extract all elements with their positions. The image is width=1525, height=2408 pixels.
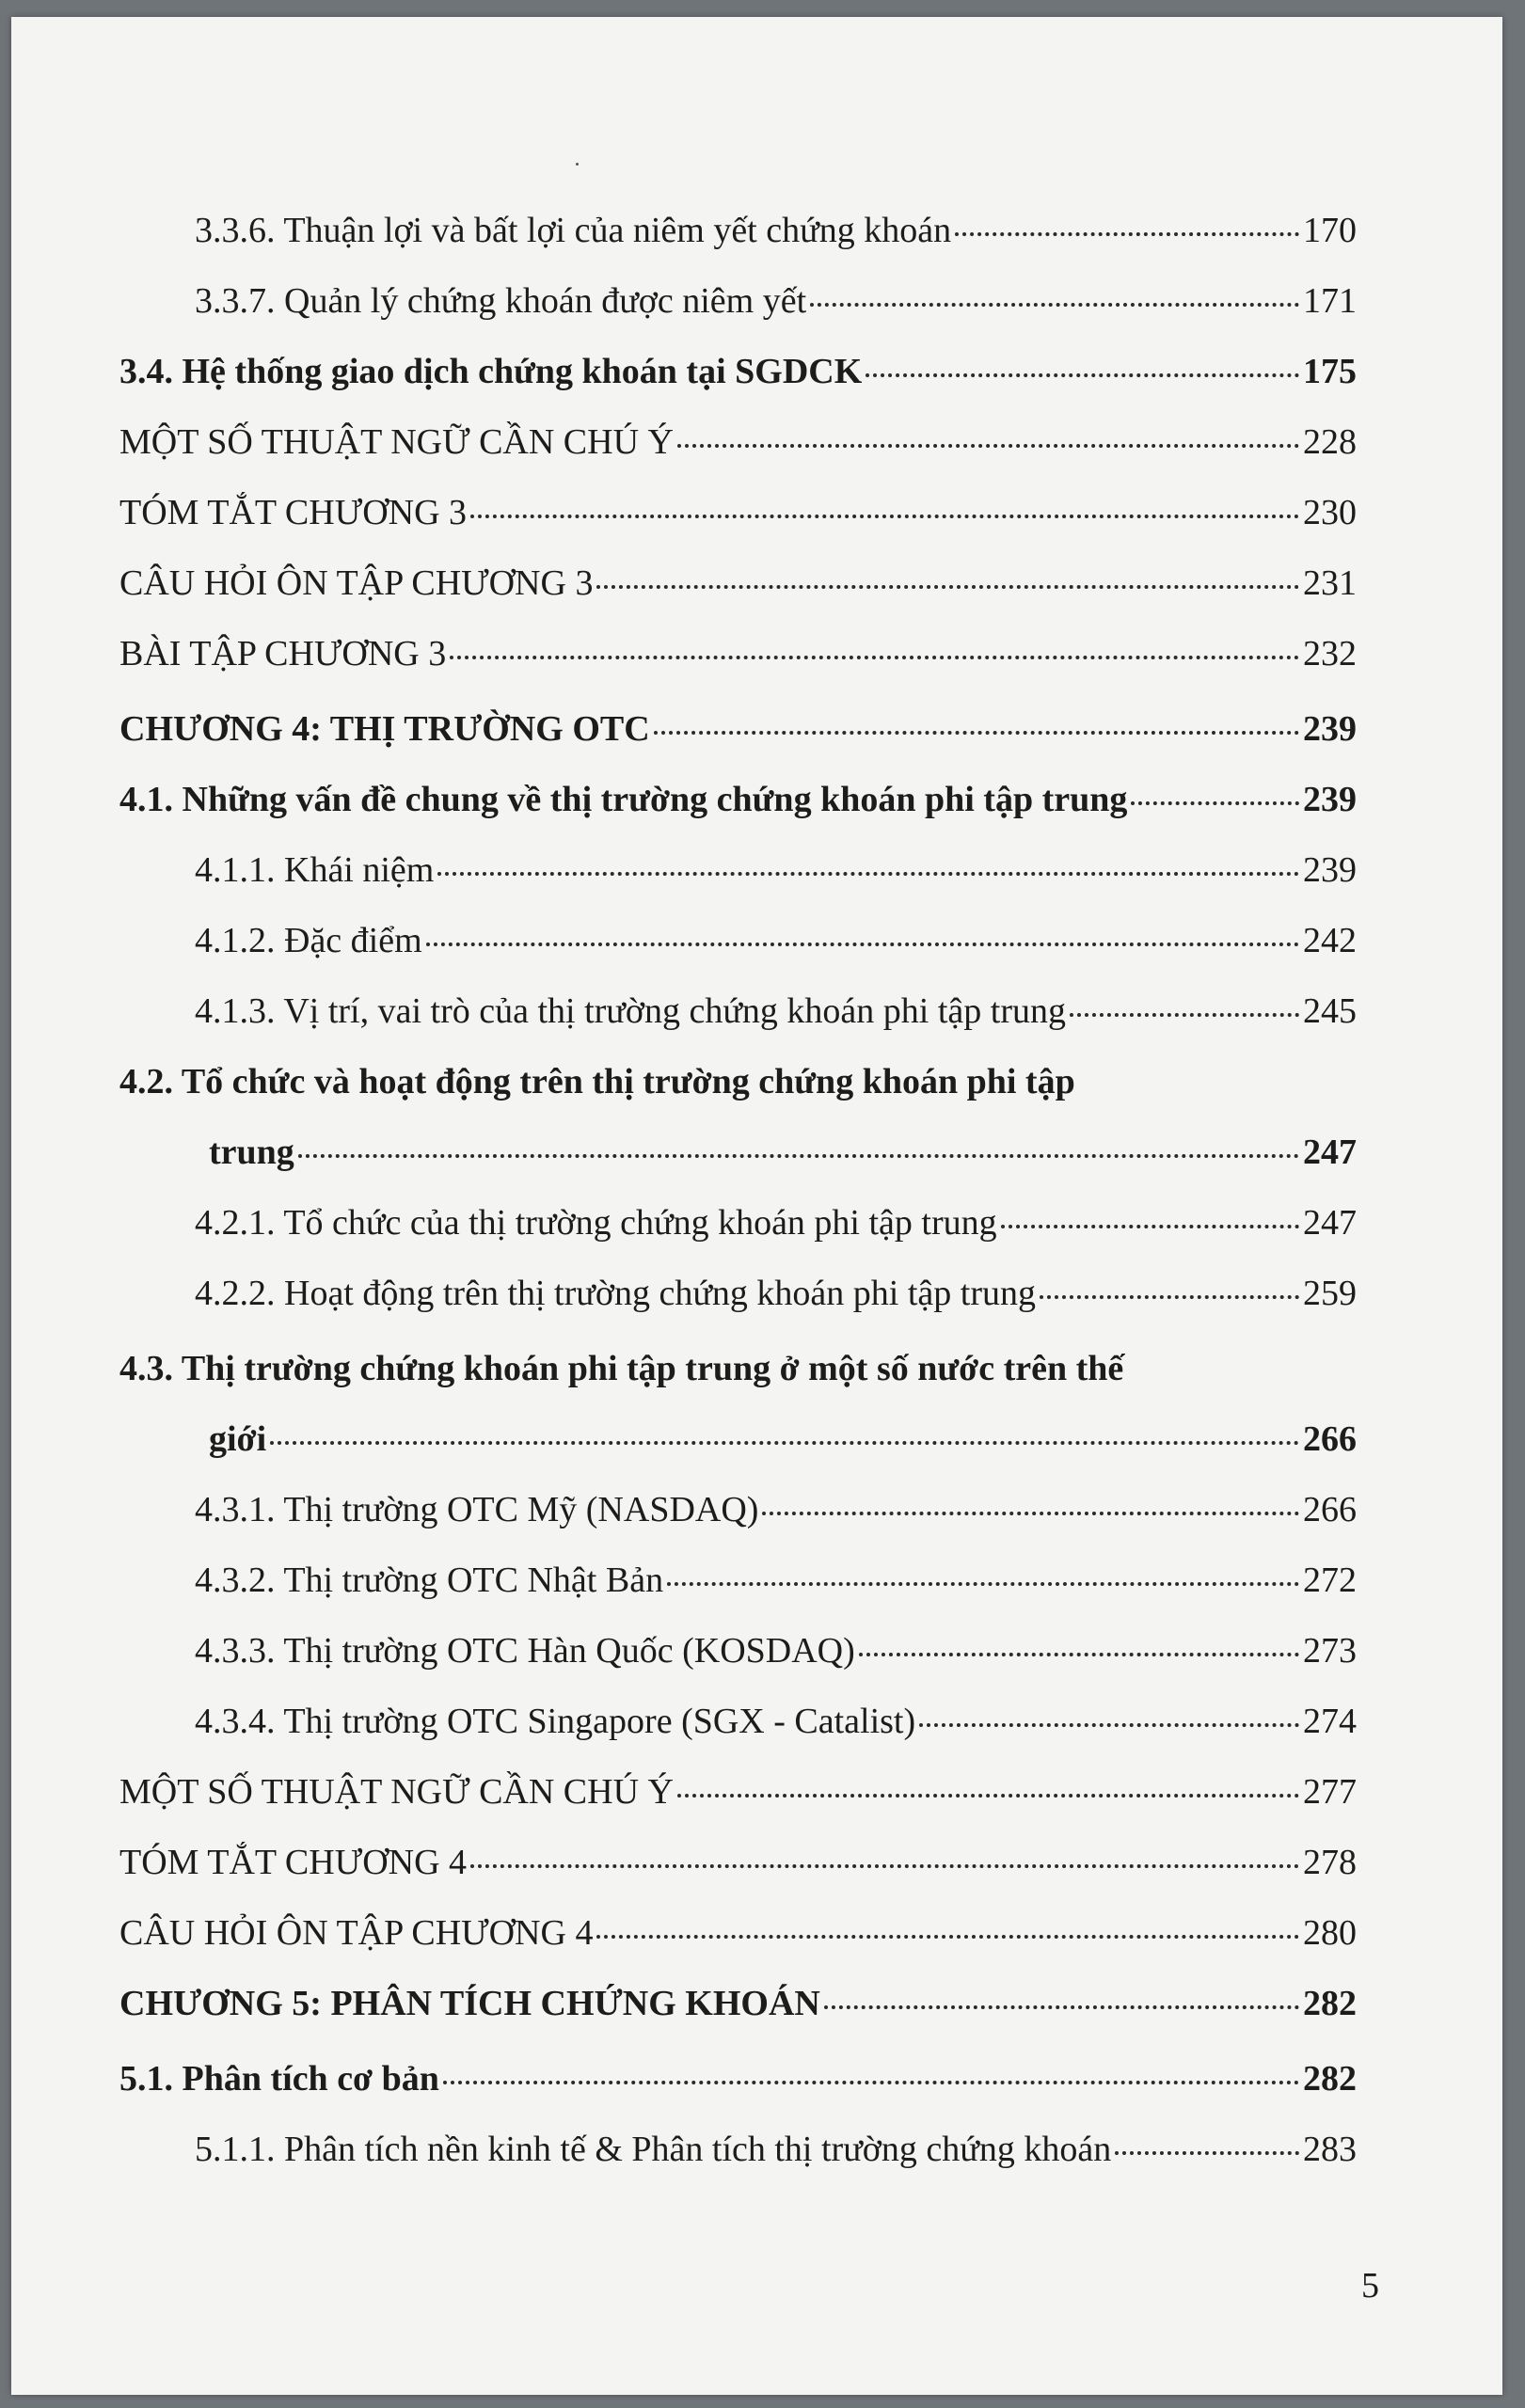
dot-leader [1001,1225,1299,1228]
toc-entry[interactable] [195,1630,1357,1673]
dot-leader [443,2081,1299,2084]
toc-entry-title: 3.4. Hệ thống giao dịch chứng khoán tại SGDCK [119,352,863,391]
toc-entry-page: 272 [1303,1560,1357,1600]
dot-leader [955,232,1299,236]
toc-entry-page: 280 [1303,1913,1357,1953]
toc-entry-page: 242 [1303,921,1357,960]
toc-entry-heading-line: 4.2. Tổ chức và hoạt động trên thị trường chứng khoán phi tập [119,1062,1075,1101]
page-number: 5 [1361,2266,1379,2305]
toc-entry[interactable] [195,1560,1357,1603]
dot-leader [270,1441,1299,1445]
dot-leader [470,1864,1299,1868]
dot-leader [450,656,1299,659]
toc-entry-page: 239 [1303,709,1357,749]
toc-entry-title: MỘT SỐ THUẬT NGỮ CẦN CHÚ Ý [119,1772,674,1812]
toc-entry[interactable] [119,1842,1357,1885]
toc-entry-page: 274 [1303,1702,1357,1741]
toc-entry-title: CÂU HỎI ÔN TẬP CHƯƠNG 3 [119,563,594,603]
toc-entry-page: 266 [1303,1490,1357,1529]
toc-entry[interactable] [209,1132,1357,1175]
toc-entry-page: 278 [1303,1843,1357,1882]
toc-entry-title: 4.3.1. Thị trường OTC Mỹ (NASDAQ) [195,1490,759,1529]
toc-entry-page: 170 [1303,211,1357,250]
toc-entry-title: 4.3.2. Thị trường OTC Nhật Bản [195,1560,664,1600]
dot-leader [470,515,1299,518]
toc-entry-title: 3.3.6. Thuận lợi và bất lợi của niêm yết chứng khoán [195,211,952,250]
toc-entry[interactable] [195,1202,1357,1245]
toc-entry[interactable] [119,633,1357,676]
toc-entry-page: 277 [1303,1772,1357,1812]
dot-leader [859,1653,1299,1656]
toc-entry-page: 231 [1303,563,1357,603]
dot-leader [654,731,1299,735]
dot-leader [437,872,1299,876]
toc-entry-title: 5.1.1. Phân tích nền kinh tế & Phân tích thị trường chứng khoán [195,2130,1112,2169]
dot-leader [810,303,1299,307]
toc-entry[interactable] [119,562,1357,606]
toc-entry-title: 4.1.3. Vị trí, vai trò của thị trường chứng khoán phi tập trung [195,991,1066,1031]
toc-entry-page: 232 [1303,634,1357,673]
toc-entry-title: 4.2.2. Hoạt động trên thị trường chứng khoán phi tập trung [195,1274,1036,1313]
toc-entry-page: 247 [1303,1133,1357,1172]
toc-entry[interactable] [195,849,1357,893]
toc-entry-title: CÂU HỎI ÔN TẬP CHƯƠNG 4 [119,1913,594,1953]
toc-entry[interactable] [119,1983,1357,2026]
toc-entry[interactable] [195,920,1357,963]
toc-entry-page: 245 [1303,991,1357,1031]
toc-entry[interactable] [119,492,1357,535]
toc-entry-page: 230 [1303,493,1357,532]
toc-entry-title: TÓM TẮT CHƯƠNG 4 [119,1843,468,1882]
dot-leader [426,943,1299,946]
toc-entry[interactable] [119,708,1357,752]
toc-entry-page: 239 [1303,780,1357,819]
toc-entry[interactable] [195,2129,1357,2172]
toc-entry-page: 282 [1303,2059,1357,2099]
toc-entry-page: 283 [1303,2130,1357,2169]
toc-entry-title: 4.3.4. Thị trường OTC Singapore (SGX - Catalist) [195,1702,916,1741]
table-of-contents [11,17,1502,2395]
toc-entry-title: 4.1.2. Đặc điểm [195,921,422,960]
toc-entry-title: TÓM TẮT CHƯƠNG 3 [119,493,468,532]
dot-leader [824,2005,1299,2009]
dot-leader [1040,1295,1299,1299]
toc-entry[interactable] [195,210,1357,253]
toc-entry[interactable] [195,280,1357,324]
toc-entry[interactable] [119,351,1357,394]
toc-entry[interactable] [195,1489,1357,1532]
dot-leader [866,373,1299,377]
toc-entry[interactable] [119,1771,1357,1814]
dot-leader [1131,801,1299,805]
dot-leader [1115,2151,1299,2155]
toc-entry[interactable] [195,1701,1357,1744]
dot-leader [762,1512,1299,1515]
toc-entry-page: 273 [1303,1631,1357,1671]
toc-entry-page: 266 [1303,1419,1357,1459]
toc-entry-heading-line: 4.3. Thị trường chứng khoán phi tập trung ở một số nước trên thế [119,1349,1124,1388]
toc-entry-page: 228 [1303,422,1357,462]
dot-leader [596,585,1299,589]
toc-entry[interactable] [119,1912,1357,1956]
toc-entry-title: 4.1. Những vấn đề chung về thị trường chứng khoán phi tập trung [119,780,1128,819]
toc-entry[interactable] [119,421,1357,465]
toc-entry-title: CHƯƠNG 4: THỊ TRƯỜNG OTC [119,709,650,749]
dot-leader [677,444,1299,448]
toc-entry[interactable] [119,779,1357,822]
dot-leader [677,1794,1299,1798]
dot-leader [667,1582,1299,1586]
toc-entry-page: 175 [1303,352,1357,391]
dot-leader [919,1723,1299,1727]
dot-leader [1070,1013,1299,1017]
dot-leader [596,1935,1299,1939]
book-page [11,17,1502,2395]
toc-entry-title: trung [209,1133,294,1172]
dot-leader [298,1154,1299,1158]
toc-entry-title: CHƯƠNG 5: PHÂN TÍCH CHỨNG KHOÁN [119,1984,820,2023]
toc-entry-title: 3.3.7. Quản lý chứng khoán được niêm yết [195,281,807,321]
toc-entry-page: 282 [1303,1984,1357,2023]
toc-entry-title: giới [209,1419,267,1459]
toc-entry[interactable] [195,990,1357,1034]
toc-entry-title: BÀI TẬP CHƯƠNG 3 [119,634,447,673]
toc-entry-page: 259 [1303,1274,1357,1313]
toc-entry-page: 239 [1303,850,1357,890]
toc-entry[interactable] [119,2058,1357,2101]
toc-entry[interactable] [195,1273,1357,1316]
toc-entry[interactable] [209,1418,1357,1462]
toc-entry-title: 4.3.3. Thị trường OTC Hàn Quốc (KOSDAQ) [195,1631,855,1671]
toc-entry-page: 247 [1303,1203,1357,1243]
toc-entry-title: 4.1.1. Khái niệm [195,850,435,890]
toc-entry-title: 5.1. Phân tích cơ bản [119,2059,439,2099]
toc-entry-title: 4.2.1. Tổ chức của thị trường chứng khoán phi tập trung [195,1203,997,1243]
toc-entry-page: 171 [1303,281,1357,321]
toc-entry-title: MỘT SỐ THUẬT NGỮ CẦN CHÚ Ý [119,422,674,462]
